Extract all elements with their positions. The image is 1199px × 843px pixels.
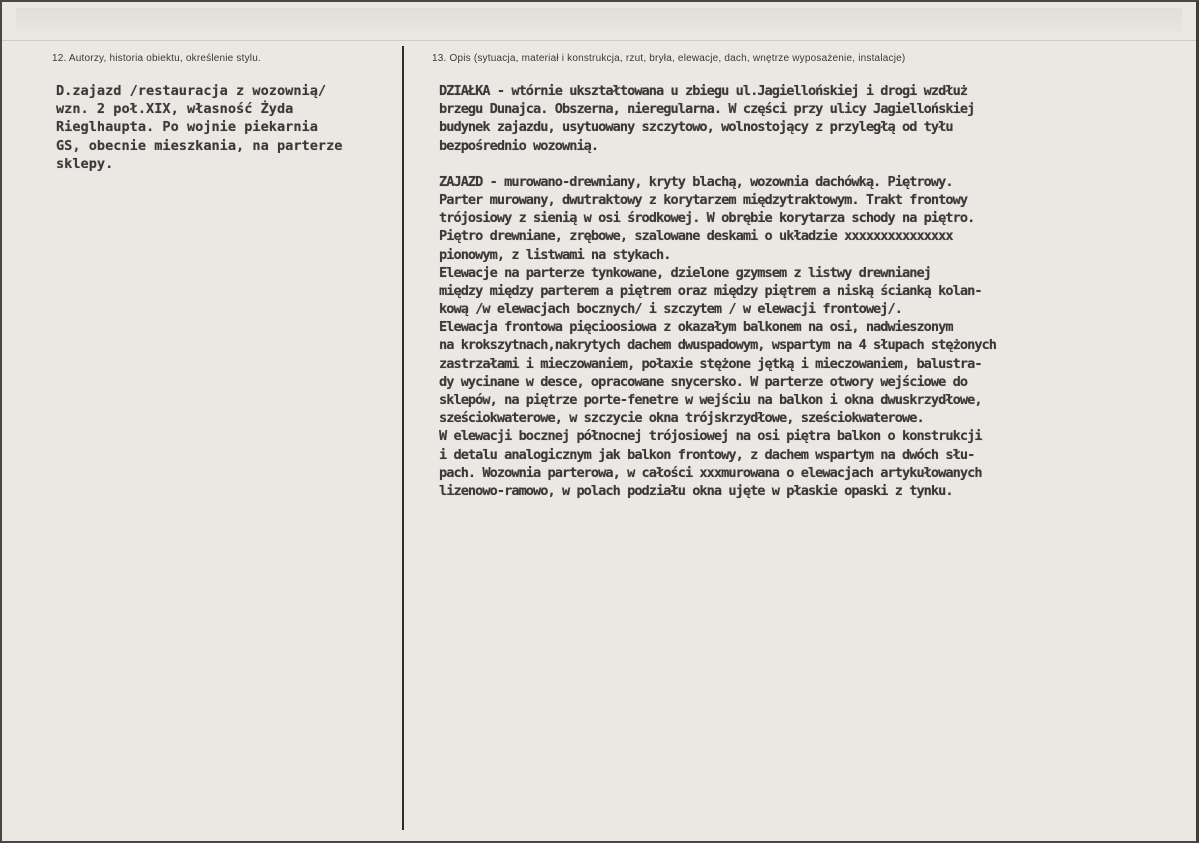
card-top-edge (16, 8, 1182, 32)
inn-description-line: między między parterem a piętrem oraz między piętrem a niską ścianką kolan- (439, 282, 982, 299)
history-line: sklepy. (56, 155, 114, 172)
inn-description-line: Parter murowany, dwutraktowy z korytarzem międzytraktowym. Trakt frontowy (439, 191, 968, 208)
history-line: wzn. 2 poł.XIX, własność Żyda (56, 101, 294, 118)
inn-description-line: Elewacja frontowa pięcioosiowa z okazałym balkonem na osi, nadwieszonym (439, 319, 953, 336)
inn-description-line: trójosiowy z sienią w osi środkowej. W obrębie korytarza schody na piętro. (439, 210, 975, 227)
inn-description-line: na krokszytnach,nakrytych dachem dwuspadowym, wspartym na 4 słupach stężonych (439, 337, 997, 354)
left-column-heading: 12. Autorzy, historia obiektu, określenie stylu. (52, 53, 261, 64)
plot-description-line: brzegu Dunajca. Obszerna, nieregularna. W części przy ulicy Jagiellońskiej (439, 101, 975, 118)
inn-description-line: pionowym, z listwami na stykach. (439, 246, 671, 263)
inn-description-line: sklepów, na piętrze porte-fenetre w wejściu na balkon i okna dwuskrzydłowe, (439, 392, 982, 408)
column-divider (402, 46, 404, 830)
paragraph-gap (439, 155, 1199, 173)
plot-description-line: bezpośrednio wozownią. (439, 137, 599, 154)
header-rule (2, 40, 1196, 41)
inn-description-line: W elewacji bocznej północnej trójosiowej na osi piętra balkon o konstrukcji (439, 428, 982, 445)
inn-description-line: sześciokwaterowe, w szczycie okna trójskrzydłowe, sześciokwaterowe. (439, 410, 924, 427)
history-text-block (56, 82, 342, 173)
inn-description-line: i detalu analogicznym jak balkon frontowy, z dachem wspartym na dwóch słu- (439, 446, 975, 463)
inn-description-line: dy wycinane w desce, opracowane snycersko. W parterze otwory wejściowe do (439, 373, 968, 390)
inn-description-line: Elewacje na parterze tynkowane, dzielone gzymsem z listwy drewnianej (439, 264, 931, 281)
inn-description-line: kową /w elewacjach bocznych/ i szczytem / w elewacji frontowej/. (439, 301, 902, 318)
right-column-heading: 13. Opis (sytuacja, materiał i konstrukcja, rzut, bryła, elewacje, dach, wnętrze wyposażenie, instalacje) (432, 53, 906, 64)
inn-description-line: ZAJAZD - murowano-drewniany, kryty blachą, wozownia dachówką. Piętrowy. (439, 173, 953, 190)
plot-description-line: DZIAŁKA - wtórnie ukształtowana u zbiegu ul.Jagiellońskiej i drogi wzdłuż (439, 83, 968, 99)
plot-description-line: budynek zajazdu, usytuowany szczytowo, wolnostojący z przyległą od tyłu (439, 119, 953, 136)
inn-description-line: zastrzałami i mieczowaniem, połaxie stężone jętką i mieczowaniem, balustra- (439, 355, 982, 372)
inn-description-line: Piętro drewniane, zrębowe, szalowane deskami o układzie xxxxxxxxxxxxxxx (439, 228, 953, 245)
history-line: D.zajazd /restauracja z wozownią/ (56, 83, 327, 99)
description-text-block (439, 82, 1199, 500)
inn-description-line: lizenowo-ramowo, w polach podziału okna ujęte w płaskie opaski z tynku. (439, 482, 953, 499)
inn-description-line: pach. Wozownia parterowa, w całości xxxmurowana o elewacjach artykułowanych (439, 464, 982, 481)
history-line: GS, obecnie mieszkania, na parterze (56, 137, 343, 154)
history-line: Rieglhaupta. Po wojnie piekarnia (56, 119, 318, 136)
